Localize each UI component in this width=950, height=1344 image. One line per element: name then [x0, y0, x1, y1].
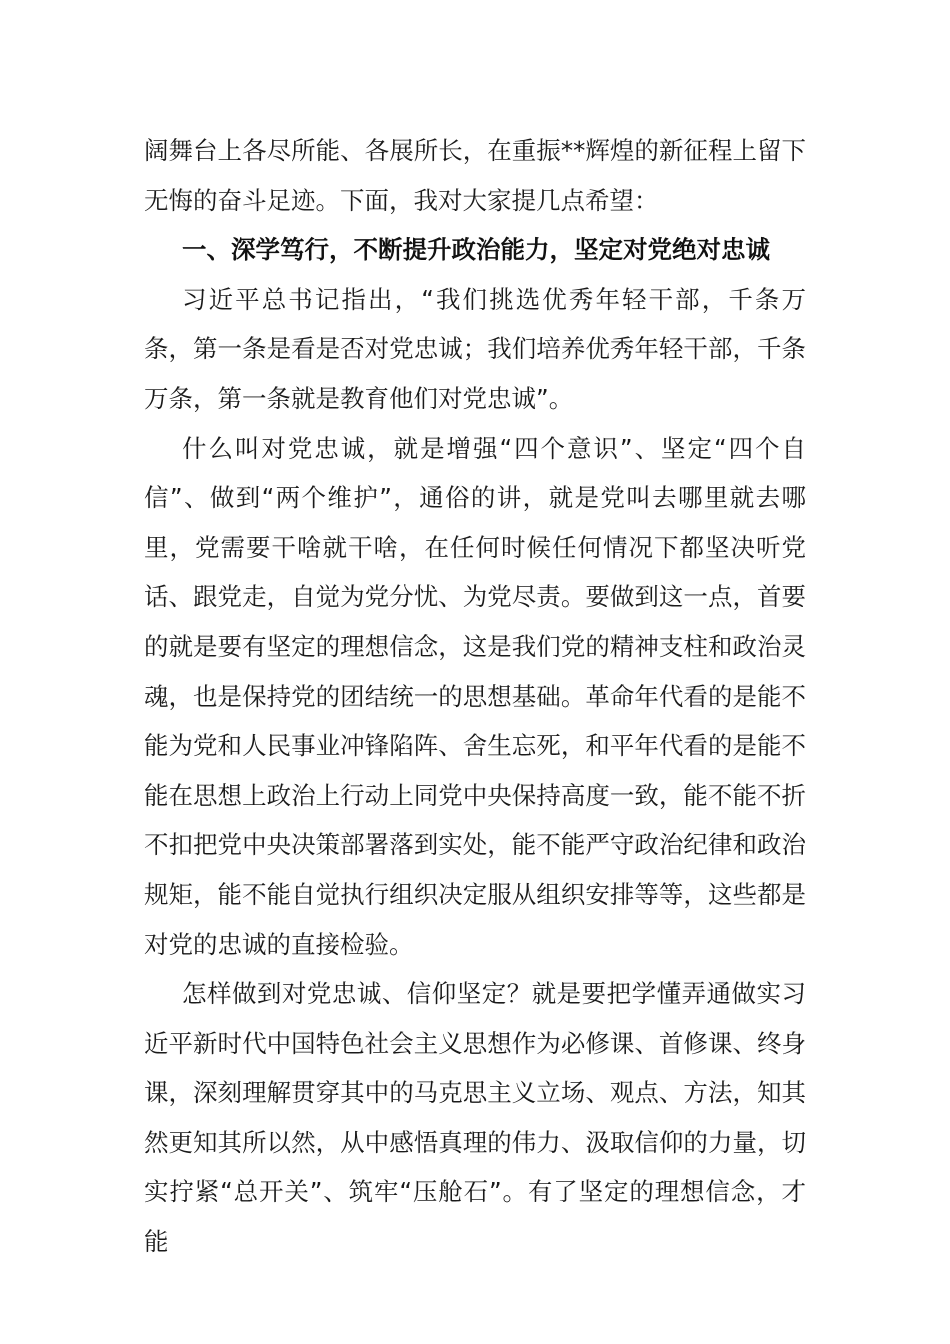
paragraph-loyalty-definition: 什么叫对党忠诚，就是增强“四个意识”、坚定“四个自信”、做到“两个维护”，通俗的讲，就是党叫去哪里就去哪里，党需要干啥就干啥，在任何时候任何情况下都坚决听党话、跟党走，自觉为党分忧、为党尽责。要做到这一点，首要的就是要有坚定的理想信念，这是我们党的精神支柱和政治灵魂，也是保持党的团结统一的思想基础。革命年代看的是能不能为党和人民事业冲锋陷阵、舍生忘死，和平年代看的是能不能在思想上政治上行动上同党中央保持高度一致，能不能不折不扣把党中央决策部署落到实处，能不能严守政治纪律和政治规矩，能不能自觉执行组织决定服从组织安排等等，这些都是对党的忠诚的直接检验。: [144, 433, 806, 959]
paragraph-quote: 习近平总书记指出，“我们挑选优秀年轻干部，千条万条，第一条是看是否对党忠诚；我们培养优秀年轻干部，千条万条，第一条就是教育他们对党忠诚”。: [144, 284, 806, 413]
paragraph-how-to-be-loyal: 怎样做到对党忠诚、信仰坚定？就是要把学懂弄通做实习近平新时代中国特色社会主义思想作为必修课、首修课、终身课，深刻理解贯穿其中的马克思主义立场、观点、方法，知其然更知其所以然，从中感悟真理的伟力、汲取信仰的力量，切实拧紧“总开关”、筑牢“压舱石”。有了坚定的理想信念，才能: [144, 979, 806, 1257]
section-heading-1: 一、深学笃行，不断提升政治能力，坚定对党绝对忠诚: [182, 235, 770, 265]
document-body: [144, 126, 806, 1267]
paragraph-intro-continuation: 阔舞台上各尽所能、各展所长，在重振**辉煌的新征程上留下无悔的奋斗足迹。下面，我对大家提几点希望：: [144, 136, 806, 215]
